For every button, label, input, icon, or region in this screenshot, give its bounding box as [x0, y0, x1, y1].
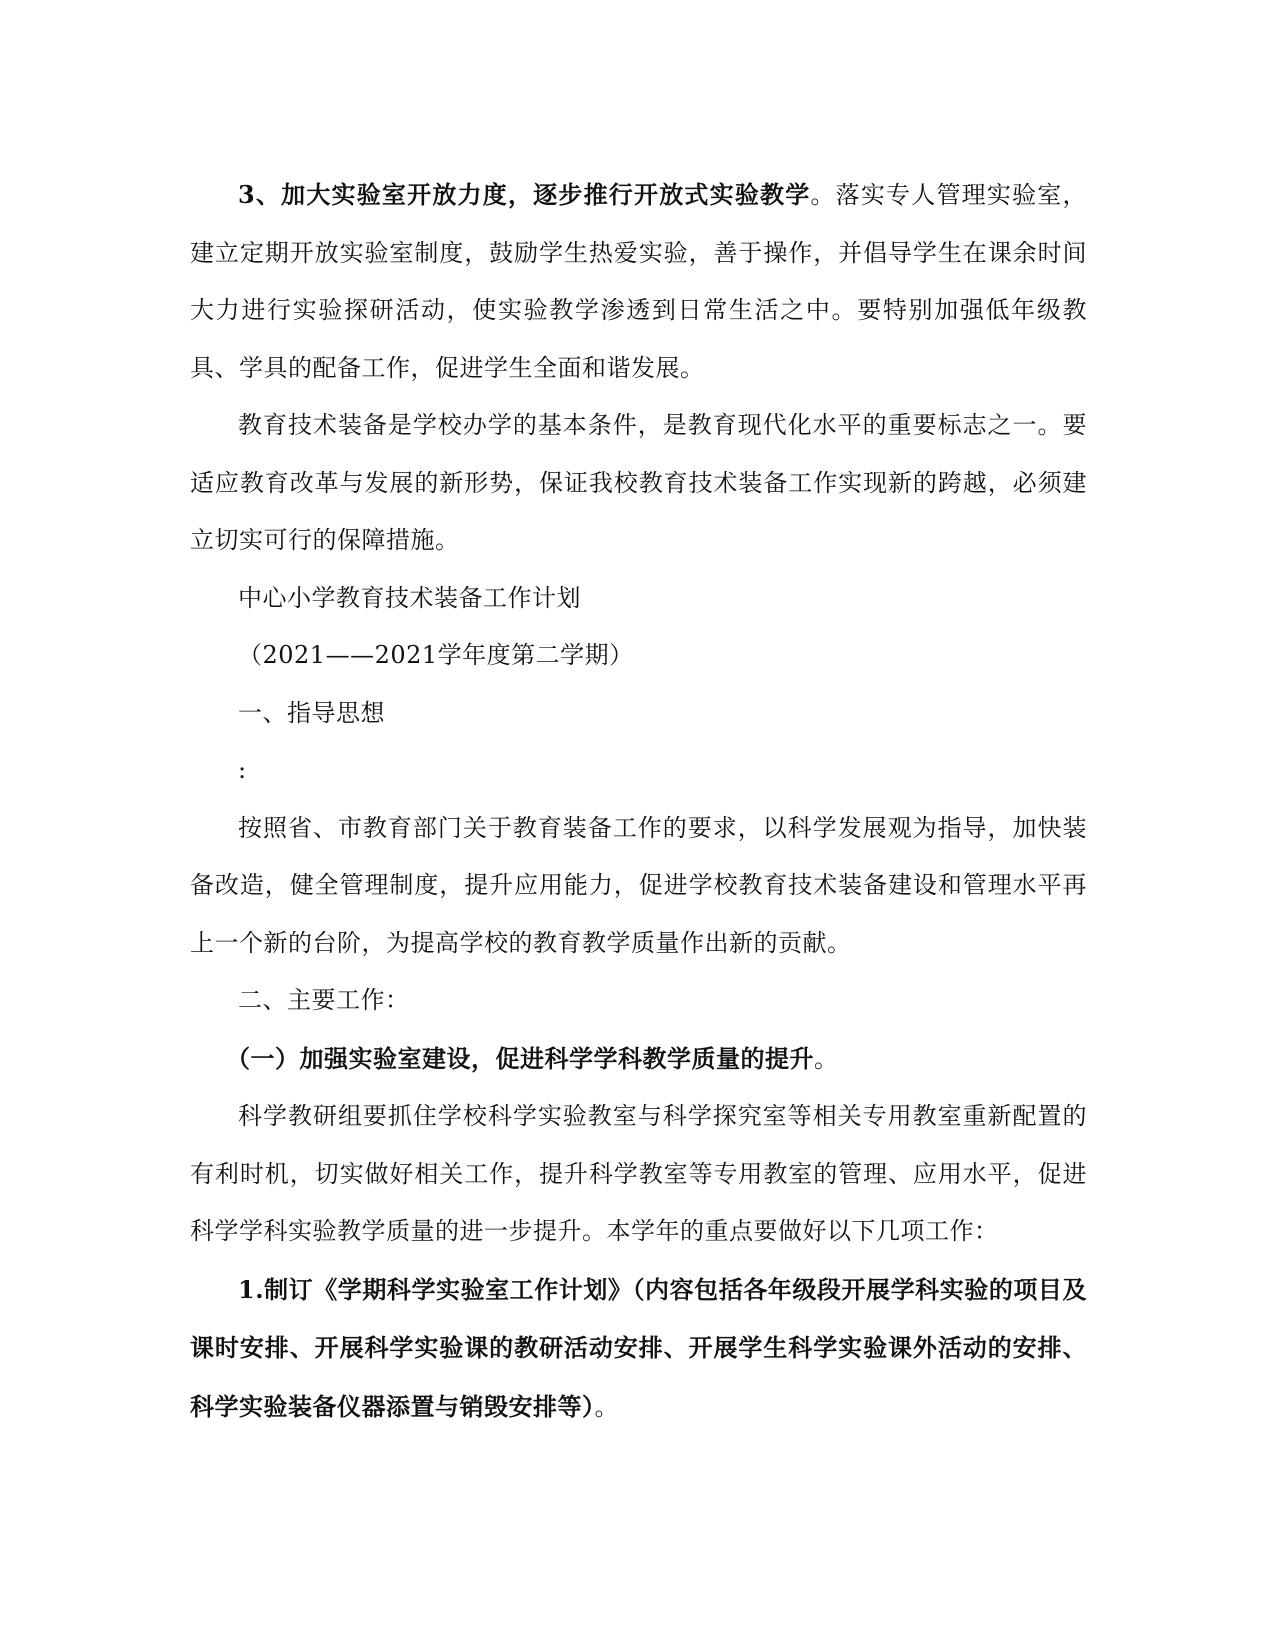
plan-title — [190, 570, 1087, 628]
paragraph-heading-bold: 3、加大实验室开放力度，逐步推行开放式实验教学 — [238, 180, 811, 209]
item-bold-text: 1.制订《学期科学实验室工作计划》（内容包括各年级段开展学科实验的项目及课时安排、开展科学实验课的教研活动安排、开展学生科学实验课外活动的安排、科学实验装备仪器添置与销毁安排等） — [190, 1274, 1087, 1421]
section-heading-text: 二、主要工作： — [238, 986, 410, 1014]
subsection-heading-end: 。 — [814, 1044, 839, 1073]
paragraph-text: 。落实专人管理实验室，建立定期开放实验室制度，鼓励学生热爱实验，善于操作，并倡导学生在课余时间大力进行实验探研活动，使实验教学渗透到日常生活之中。要特别加强低年级教具、学具的配备工作，促进学生全面和谐发展。 — [190, 181, 1087, 382]
item-end: 。 — [594, 1392, 619, 1421]
paragraph-text: 教育技术装备是学校办学的基本条件，是教育现代化水平的重要标志之一。要适应教育改革与发展的新形势，保证我校教育技术装备工作实现新的跨越，必须建立切实可行的保障措施。 — [190, 411, 1087, 554]
paragraph-equipment-importance — [190, 397, 1087, 570]
paragraph-text: 按照省、市教育部门关于教育装备工作的要求，以科学发展观为指导，加快装备改造，健全管理制度，提升应用能力，促进学校教育技术装备建设和管理水平再上一个新的台阶，为提高学校的教育教学质量作出新的贡献。 — [190, 813, 1087, 957]
colon-text: : — [238, 756, 247, 784]
plan-term-text: （2021——2021学年度第二学期） — [238, 641, 634, 669]
paragraph-guiding-ideology — [190, 800, 1087, 973]
subsection-heading-bold: （一）加强实验室建设，促进科学学科教学质量的提升 — [226, 1043, 814, 1073]
plan-term — [190, 627, 1087, 685]
plan-title-text: 中心小学教育技术装备工作计划 — [238, 583, 581, 612]
paragraph-lab-opening — [190, 166, 1087, 397]
section-heading-main-work — [190, 972, 1087, 1030]
section-heading-text: 一、指导思想 — [238, 698, 385, 727]
paragraph-science-group — [190, 1088, 1087, 1261]
document-body — [190, 166, 1087, 1436]
colon-line — [190, 742, 1087, 800]
subsection-heading-lab-construction — [190, 1030, 1087, 1089]
paragraph-item-1 — [190, 1261, 1087, 1437]
section-heading-guiding-ideology — [190, 685, 1087, 743]
paragraph-text: 科学教研组要抓住学校科学实验教室与科学探究室等相关专用教室重新配置的有利时机，切实做好相关工作，提升科学教室等专用教室的管理、应用水平，促进科学学科实验教学质量的进一步提升。本学年的重点要做好以下几项工作： — [190, 1102, 1087, 1245]
